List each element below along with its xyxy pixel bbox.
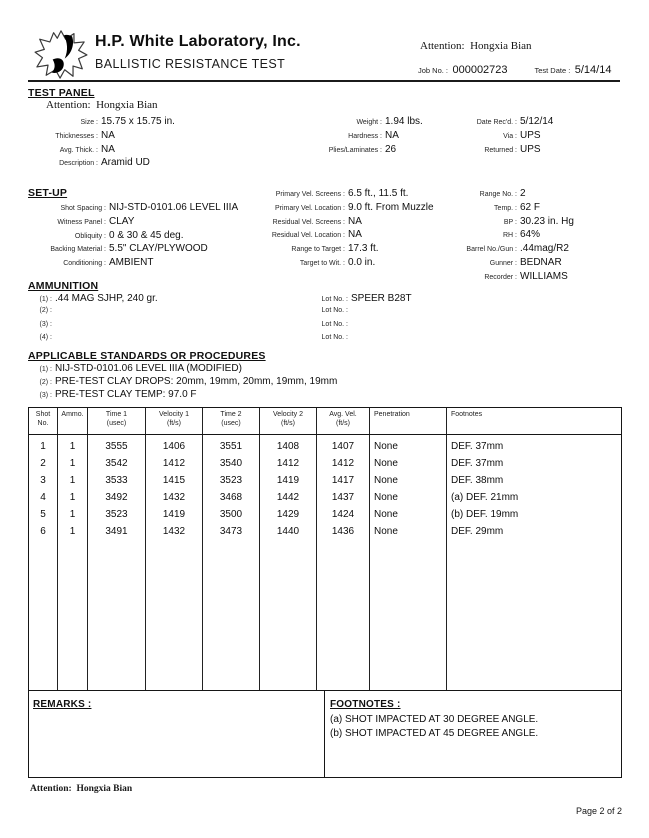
footer-attention-label: Attention:: [30, 784, 72, 794]
ammo-row-2: (2) :: [39, 306, 52, 314]
footnote-line-a: (a) SHOT IMPACTED AT 30 DEGREE ANGLE.: [330, 714, 539, 725]
test-panel-col2: [250, 116, 423, 157]
col-time1: 3555 3542 3533 3492 3523 3491: [88, 435, 146, 690]
field-witness-panel: Witness Panel : CLAY: [57, 215, 135, 227]
job-no-label: Job No. :: [418, 66, 449, 75]
header-attention-label: Attention:: [420, 40, 465, 52]
test-panel-col3: [425, 116, 553, 157]
field-gunner: Gunner : BEDNAR: [489, 256, 562, 268]
field-via: Via : UPS: [503, 129, 541, 141]
test-panel-heading: TEST PANEL: [28, 87, 95, 99]
col-penetration: None None None None None None: [370, 435, 447, 690]
ammunition-heading: AMMUNITION: [28, 280, 99, 292]
field-shot-spacing: Shot Spacing : NIJ-STD-0101.06 LEVEL IIIA: [60, 202, 239, 213]
setup-col2: [205, 188, 434, 271]
col-header-velocity2: Velocity 2 (ft/s): [260, 408, 317, 434]
footnote-line-b: (b) SHOT IMPACTED AT 45 DEGREE ANGLE.: [330, 728, 539, 739]
field-conditioning: Conditioning : AMBIENT: [63, 257, 154, 269]
footnotes-cell: [325, 691, 621, 777]
header-job-row: [418, 60, 611, 78]
ammo-row-1: (1) : .44 MAG SJHP, 240 gr.: [39, 293, 158, 304]
footnotes-heading: FOOTNOTES :: [330, 699, 401, 710]
col-velocity2: 1408 1412 1419 1442 1429 1440: [260, 435, 317, 690]
field-backing-material: Backing Material : 5.5" CLAY/PLYWOOD: [50, 243, 208, 255]
lot-no-3: Lot No. :: [321, 320, 348, 328]
setup-heading: SET-UP: [28, 187, 68, 199]
field-obliquity: Obliquity : 0 & 30 & 45 deg.: [74, 229, 184, 241]
field-residual-vel-screens: Residual Vel. Screens : NA: [272, 215, 362, 227]
setup-col3: [425, 188, 574, 285]
hp-white-logo-icon: [33, 29, 89, 79]
field-size: Size : 15.75 x 15.75 in.: [80, 116, 175, 127]
field-range-no: Range No. : 2: [479, 188, 526, 199]
remarks-heading: REMARKS :: [33, 699, 92, 710]
col-time2: 3551 3540 3523 3468 3500 3473: [203, 435, 260, 690]
col-ammo: 1 1 1 1 1 1: [58, 435, 88, 690]
test-panel-attention-value: Hongxia Bian: [96, 99, 158, 111]
col-header-penetration: Penetration: [370, 408, 447, 434]
col-footnotes: DEF. 37mm DEF. 37mm DEF. 38mm (a) DEF. 21mm (b) DEF. 19mm DEF. 29mm: [451, 441, 519, 537]
test-panel-col1: [28, 116, 175, 171]
remarks-footnotes-row: [29, 690, 621, 777]
header-attention-value: Hongxia Bian: [470, 40, 532, 52]
col-header-footnotes: Footnotes: [451, 411, 483, 418]
report-title: BALLISTIC RESISTANCE TEST: [95, 57, 286, 71]
field-plies-laminates: Plies/Laminates : 26: [328, 143, 397, 155]
field-returned: Returned : UPS: [484, 143, 541, 155]
field-rh: RH : 64%: [503, 229, 541, 241]
standard-row-1: (1) : NIJ-STD-0101.06 LEVEL IIIA (MODIFIED): [39, 363, 242, 374]
col-velocity1: 1406 1412 1415 1432 1419 1432: [146, 435, 203, 690]
header-divider: [28, 80, 620, 82]
field-temp: Temp. : 62 F: [494, 201, 541, 213]
field-barrel-no-gun: Barrel No./Gun : .44mag/R2: [466, 243, 569, 255]
standard-row-2: (2) : PRE-TEST CLAY DROPS: 20mm, 19mm, 20mm, 19mm, 19mm: [39, 376, 338, 388]
col-header-time1: Time 1 (usec): [88, 408, 146, 434]
field-hardness: Hardness : NA: [348, 129, 399, 141]
field-range-to-target: Range to Target : 17.3 ft.: [291, 243, 379, 255]
col-header-ammo: Ammo.: [58, 408, 88, 434]
ammo-row-4: (4) :: [39, 334, 52, 342]
field-target-to-wit: Target to Wit. : 0.0 in.: [299, 256, 376, 268]
lot-no-1: Lot No. : SPEER B28T: [321, 293, 412, 304]
ammunition-lot-col: [280, 293, 412, 348]
company-name: H.P. White Laboratory, Inc.: [95, 33, 301, 50]
results-table-body: [29, 435, 621, 690]
standards-heading: APPLICABLE STANDARDS OR PROCEDURES: [28, 350, 266, 362]
remarks-cell: [29, 691, 325, 777]
field-description: Description : Aramid UD: [59, 157, 150, 169]
results-table: [28, 407, 622, 778]
lot-no-4: Lot No. :: [321, 334, 348, 342]
col-shot-no: 1 2 3 4 5 6: [29, 435, 58, 690]
test-date-value: 5/14/14: [574, 64, 612, 76]
field-thicknesses: Thicknesses : NA: [55, 129, 115, 141]
test-panel-attention: [46, 99, 158, 111]
field-bp: BP : 30.23 in. Hg: [503, 215, 574, 227]
col-header-time2: Time 2 (usec): [203, 408, 260, 434]
col-header-avg-vel: Avg. Vel. (ft/s): [317, 408, 370, 434]
job-no-value: 000002723: [452, 64, 508, 76]
col-avg-vel: 1407 1412 1417 1437 1424 1436: [317, 435, 370, 690]
page-number: Page 2 of 2: [575, 806, 622, 816]
test-panel-attention-label: Attention:: [46, 99, 91, 111]
results-table-header: [29, 408, 621, 435]
ammunition-col: [36, 293, 158, 348]
footer-attention: [30, 784, 132, 794]
test-date-label: Test Date :: [534, 66, 571, 75]
field-avg-thick: Avg. Thick. : NA: [59, 143, 115, 155]
col-header-velocity1: Velocity 1 (ft/s): [146, 408, 203, 434]
field-weight: Weight : 1.94 lbs.: [356, 116, 423, 127]
ammo-row-3: (3) :: [39, 320, 52, 328]
field-residual-vel-location: Residual Vel. Location : NA: [271, 229, 362, 241]
standards-col: [36, 363, 337, 403]
field-primary-vel-location: Primary Vel. Location : 9.0 ft. From Muzzle: [274, 201, 434, 213]
lot-no-2: Lot No. :: [321, 306, 348, 314]
footer-attention-value: Hongxia Bian: [76, 784, 133, 794]
standard-row-3: (3) : PRE-TEST CLAY TEMP: 97.0 F: [39, 389, 197, 401]
field-date-recd: Date Rec'd. : 5/12/14: [476, 116, 554, 127]
col-header-shot-no: Shot No.: [29, 408, 58, 434]
field-recorder: Recorder : WILLIAMS: [484, 270, 568, 282]
field-primary-vel-screens: Primary Vel. Screens : 6.5 ft., 11.5 ft.: [275, 188, 409, 199]
header-attention: [420, 40, 532, 52]
